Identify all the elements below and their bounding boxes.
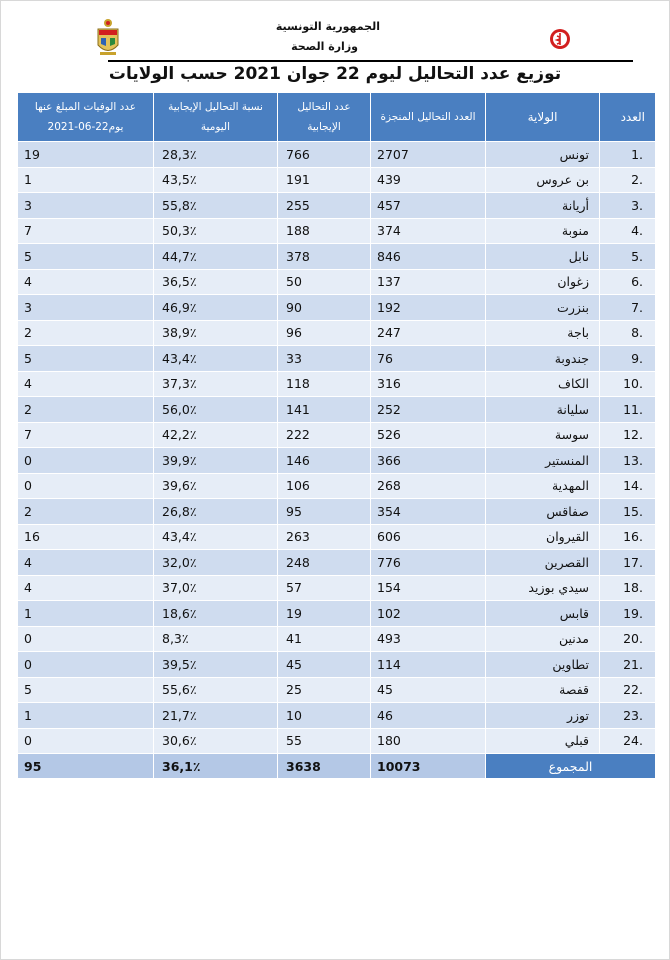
row-tests-done: 846 [371,244,486,270]
table-row [18,397,656,423]
row-deaths: 0 [18,728,154,754]
table-row [18,244,656,270]
row-tests-done: 154 [371,575,486,601]
col-header-governorate: الولاية [486,93,600,142]
row-number: .2 [600,167,656,193]
row-positive-rate: 55,8٪ [154,193,278,219]
row-number: .1 [600,142,656,168]
table-row [18,448,656,474]
row-governorate: بن عروس [486,167,600,193]
row-deaths: 0 [18,473,154,499]
row-deaths: 7 [18,422,154,448]
row-governorate: بنزرت [486,295,600,321]
row-positive-rate: 39,5٪ [154,652,278,678]
row-number: .14 [600,473,656,499]
row-tests-done: 439 [371,167,486,193]
row-deaths: 1 [18,703,154,729]
row-number: .24 [600,728,656,754]
row-number: .20 [600,626,656,652]
row-tests-done: 46 [371,703,486,729]
row-positive-tests: 106 [278,473,371,499]
row-positive-tests: 41 [278,626,371,652]
table-row [18,218,656,244]
row-number: .5 [600,244,656,270]
table-row [18,269,656,295]
row-deaths: 2 [18,320,154,346]
row-tests-done: 366 [371,448,486,474]
row-tests-done: 114 [371,652,486,678]
row-number: .7 [600,295,656,321]
row-positive-tests: 90 [278,295,371,321]
row-number: .16 [600,524,656,550]
row-tests-done: 268 [371,473,486,499]
row-tests-done: 252 [371,397,486,423]
document-header [0,0,670,90]
row-positive-tests: 248 [278,550,371,576]
row-deaths: 3 [18,295,154,321]
row-positive-tests: 55 [278,728,371,754]
col-header-rate-line2: اليومية [200,121,231,133]
row-positive-tests: 255 [278,193,371,219]
row-positive-tests: 45 [278,652,371,678]
row-positive-tests: 188 [278,218,371,244]
row-governorate: المنستير [486,448,600,474]
row-governorate: صفاقس [486,499,600,525]
ministry-of-health-emblem-icon [549,28,571,50]
row-deaths: 0 [18,448,154,474]
row-tests-done: 316 [371,371,486,397]
row-positive-rate: 21,7٪ [154,703,278,729]
col-header-rate-line1: نسبة التحاليل الإيجابية [168,101,263,113]
row-governorate: سيدي بوزيد [486,575,600,601]
table-row [18,626,656,652]
row-number: .23 [600,703,656,729]
row-tests-done: 137 [371,269,486,295]
row-deaths: 4 [18,371,154,397]
row-governorate: القيروان [486,524,600,550]
row-governorate: تطاوين [486,652,600,678]
row-governorate: تونس [486,142,600,168]
row-deaths: 0 [18,626,154,652]
row-tests-done: 374 [371,218,486,244]
row-positive-rate: 37,0٪ [154,575,278,601]
row-positive-tests: 10 [278,703,371,729]
row-deaths: 19 [18,142,154,168]
row-deaths: 5 [18,346,154,372]
row-positive-tests: 96 [278,320,371,346]
table-row [18,499,656,525]
row-governorate: قبلي [486,728,600,754]
row-positive-tests: 263 [278,524,371,550]
row-positive-rate: 44,7٪ [154,244,278,270]
row-number: .18 [600,575,656,601]
row-positive-rate: 32,0٪ [154,550,278,576]
row-positive-rate: 39,6٪ [154,473,278,499]
table-row [18,473,656,499]
row-governorate: سوسة [486,422,600,448]
row-positive-rate: 42,2٪ [154,422,278,448]
row-tests-done: 606 [371,524,486,550]
table-row [18,728,656,754]
row-deaths: 7 [18,218,154,244]
row-number: .6 [600,269,656,295]
org-name-ministry: وزارة الصحة [291,40,358,53]
row-positive-tests: 222 [278,422,371,448]
row-positive-tests: 95 [278,499,371,525]
table-row [18,550,656,576]
row-governorate: باجة [486,320,600,346]
row-positive-tests: 50 [278,269,371,295]
table-row [18,167,656,193]
col-header-number: العدد [600,93,656,142]
row-tests-done: 526 [371,422,486,448]
row-tests-done: 180 [371,728,486,754]
table-row [18,193,656,219]
row-deaths: 2 [18,397,154,423]
row-governorate: زغوان [486,269,600,295]
row-number: .15 [600,499,656,525]
row-positive-tests: 25 [278,677,371,703]
total-tests: 10073 [371,754,486,779]
col-header-deaths-line1: عدد الوفيات المبلغ عنها [34,101,137,113]
row-positive-tests: 378 [278,244,371,270]
table-row [18,142,656,168]
total-deaths: 95 [18,754,154,779]
row-positive-rate: 43,4٪ [154,524,278,550]
row-governorate: سليانة [486,397,600,423]
row-positive-tests: 141 [278,397,371,423]
tunisia-coat-of-arms-icon [95,18,121,58]
row-positive-rate: 18,6٪ [154,601,278,627]
row-deaths: 1 [18,601,154,627]
row-positive-rate: 46,9٪ [154,295,278,321]
row-governorate: القصرين [486,550,600,576]
row-positive-tests: 146 [278,448,371,474]
row-tests-done: 457 [371,193,486,219]
col-header-deaths [18,93,154,142]
col-header-positive-line2: الإيجابية [307,121,341,133]
row-deaths: 3 [18,193,154,219]
row-governorate: منوبة [486,218,600,244]
row-deaths: 4 [18,550,154,576]
row-tests-done: 45 [371,677,486,703]
table-row [18,295,656,321]
row-number: .19 [600,601,656,627]
header-rule [108,60,633,62]
col-header-positive-tests [278,93,371,142]
row-governorate: الكاف [486,371,600,397]
row-governorate: نابل [486,244,600,270]
row-deaths: 1 [18,167,154,193]
table-row [18,601,656,627]
row-governorate: قابس [486,601,600,627]
row-positive-rate: 38,9٪ [154,320,278,346]
row-number: .11 [600,397,656,423]
row-tests-done: 493 [371,626,486,652]
row-positive-rate: 26,8٪ [154,499,278,525]
row-deaths: 16 [18,524,154,550]
row-governorate: مدنين [486,626,600,652]
table-row [18,677,656,703]
row-number: .21 [600,652,656,678]
row-tests-done: 192 [371,295,486,321]
row-number: .4 [600,218,656,244]
total-positive: 3638 [278,754,371,779]
row-deaths: 2 [18,499,154,525]
row-tests-done: 247 [371,320,486,346]
table-row [18,575,656,601]
table-row [18,346,656,372]
total-row [18,754,656,779]
org-name-republic: الجمهورية التونسية [275,20,380,33]
row-governorate: جندوبة [486,346,600,372]
page-title: توزيع عدد التحاليل ليوم 22 جوان 2021 حسب الولايات [108,64,562,84]
row-positive-rate: 39,9٪ [154,448,278,474]
row-tests-done: 776 [371,550,486,576]
col-header-tests-done: العدد التحاليل المنجزة [371,93,486,142]
row-deaths: 0 [18,652,154,678]
row-number: .3 [600,193,656,219]
row-positive-tests: 19 [278,601,371,627]
row-tests-done: 76 [371,346,486,372]
governorate-tests-table [17,92,656,779]
total-label: المجموع [486,754,656,779]
row-number: .17 [600,550,656,576]
row-positive-rate: 36,5٪ [154,269,278,295]
row-governorate: أريانة [486,193,600,219]
row-positive-rate: 55,6٪ [154,677,278,703]
row-governorate: قفصة [486,677,600,703]
row-governorate: توزر [486,703,600,729]
row-positive-tests: 118 [278,371,371,397]
col-header-positive-line1: عدد التحاليل [297,101,351,113]
row-number: .8 [600,320,656,346]
row-positive-tests: 191 [278,167,371,193]
row-number: .10 [600,371,656,397]
table-row [18,320,656,346]
row-positive-rate: 30,6٪ [154,728,278,754]
total-rate: 36,1٪ [154,754,278,779]
row-positive-tests: 57 [278,575,371,601]
row-positive-rate: 43,5٪ [154,167,278,193]
row-number: .12 [600,422,656,448]
row-positive-rate: 50,3٪ [154,218,278,244]
row-positive-rate: 43,4٪ [154,346,278,372]
row-positive-tests: 766 [278,142,371,168]
row-number: .22 [600,677,656,703]
row-deaths: 5 [18,677,154,703]
row-positive-rate: 56,0٪ [154,397,278,423]
row-positive-rate: 8,3٪ [154,626,278,652]
row-deaths: 5 [18,244,154,270]
table-row [18,371,656,397]
row-positive-tests: 33 [278,346,371,372]
table-row [18,652,656,678]
table-row [18,703,656,729]
table-row [18,524,656,550]
table-body [18,142,656,779]
row-positive-rate: 28,3٪ [154,142,278,168]
row-tests-done: 354 [371,499,486,525]
table-row [18,422,656,448]
row-positive-rate: 37,3٪ [154,371,278,397]
row-tests-done: 2707 [371,142,486,168]
row-deaths: 4 [18,269,154,295]
col-header-positive-rate [154,93,278,142]
row-number: .9 [600,346,656,372]
row-number: .13 [600,448,656,474]
col-header-deaths-line2: يوم22-06-2021 [47,121,124,133]
row-governorate: المهدية [486,473,600,499]
table-header-row [18,93,656,142]
row-tests-done: 102 [371,601,486,627]
row-deaths: 4 [18,575,154,601]
